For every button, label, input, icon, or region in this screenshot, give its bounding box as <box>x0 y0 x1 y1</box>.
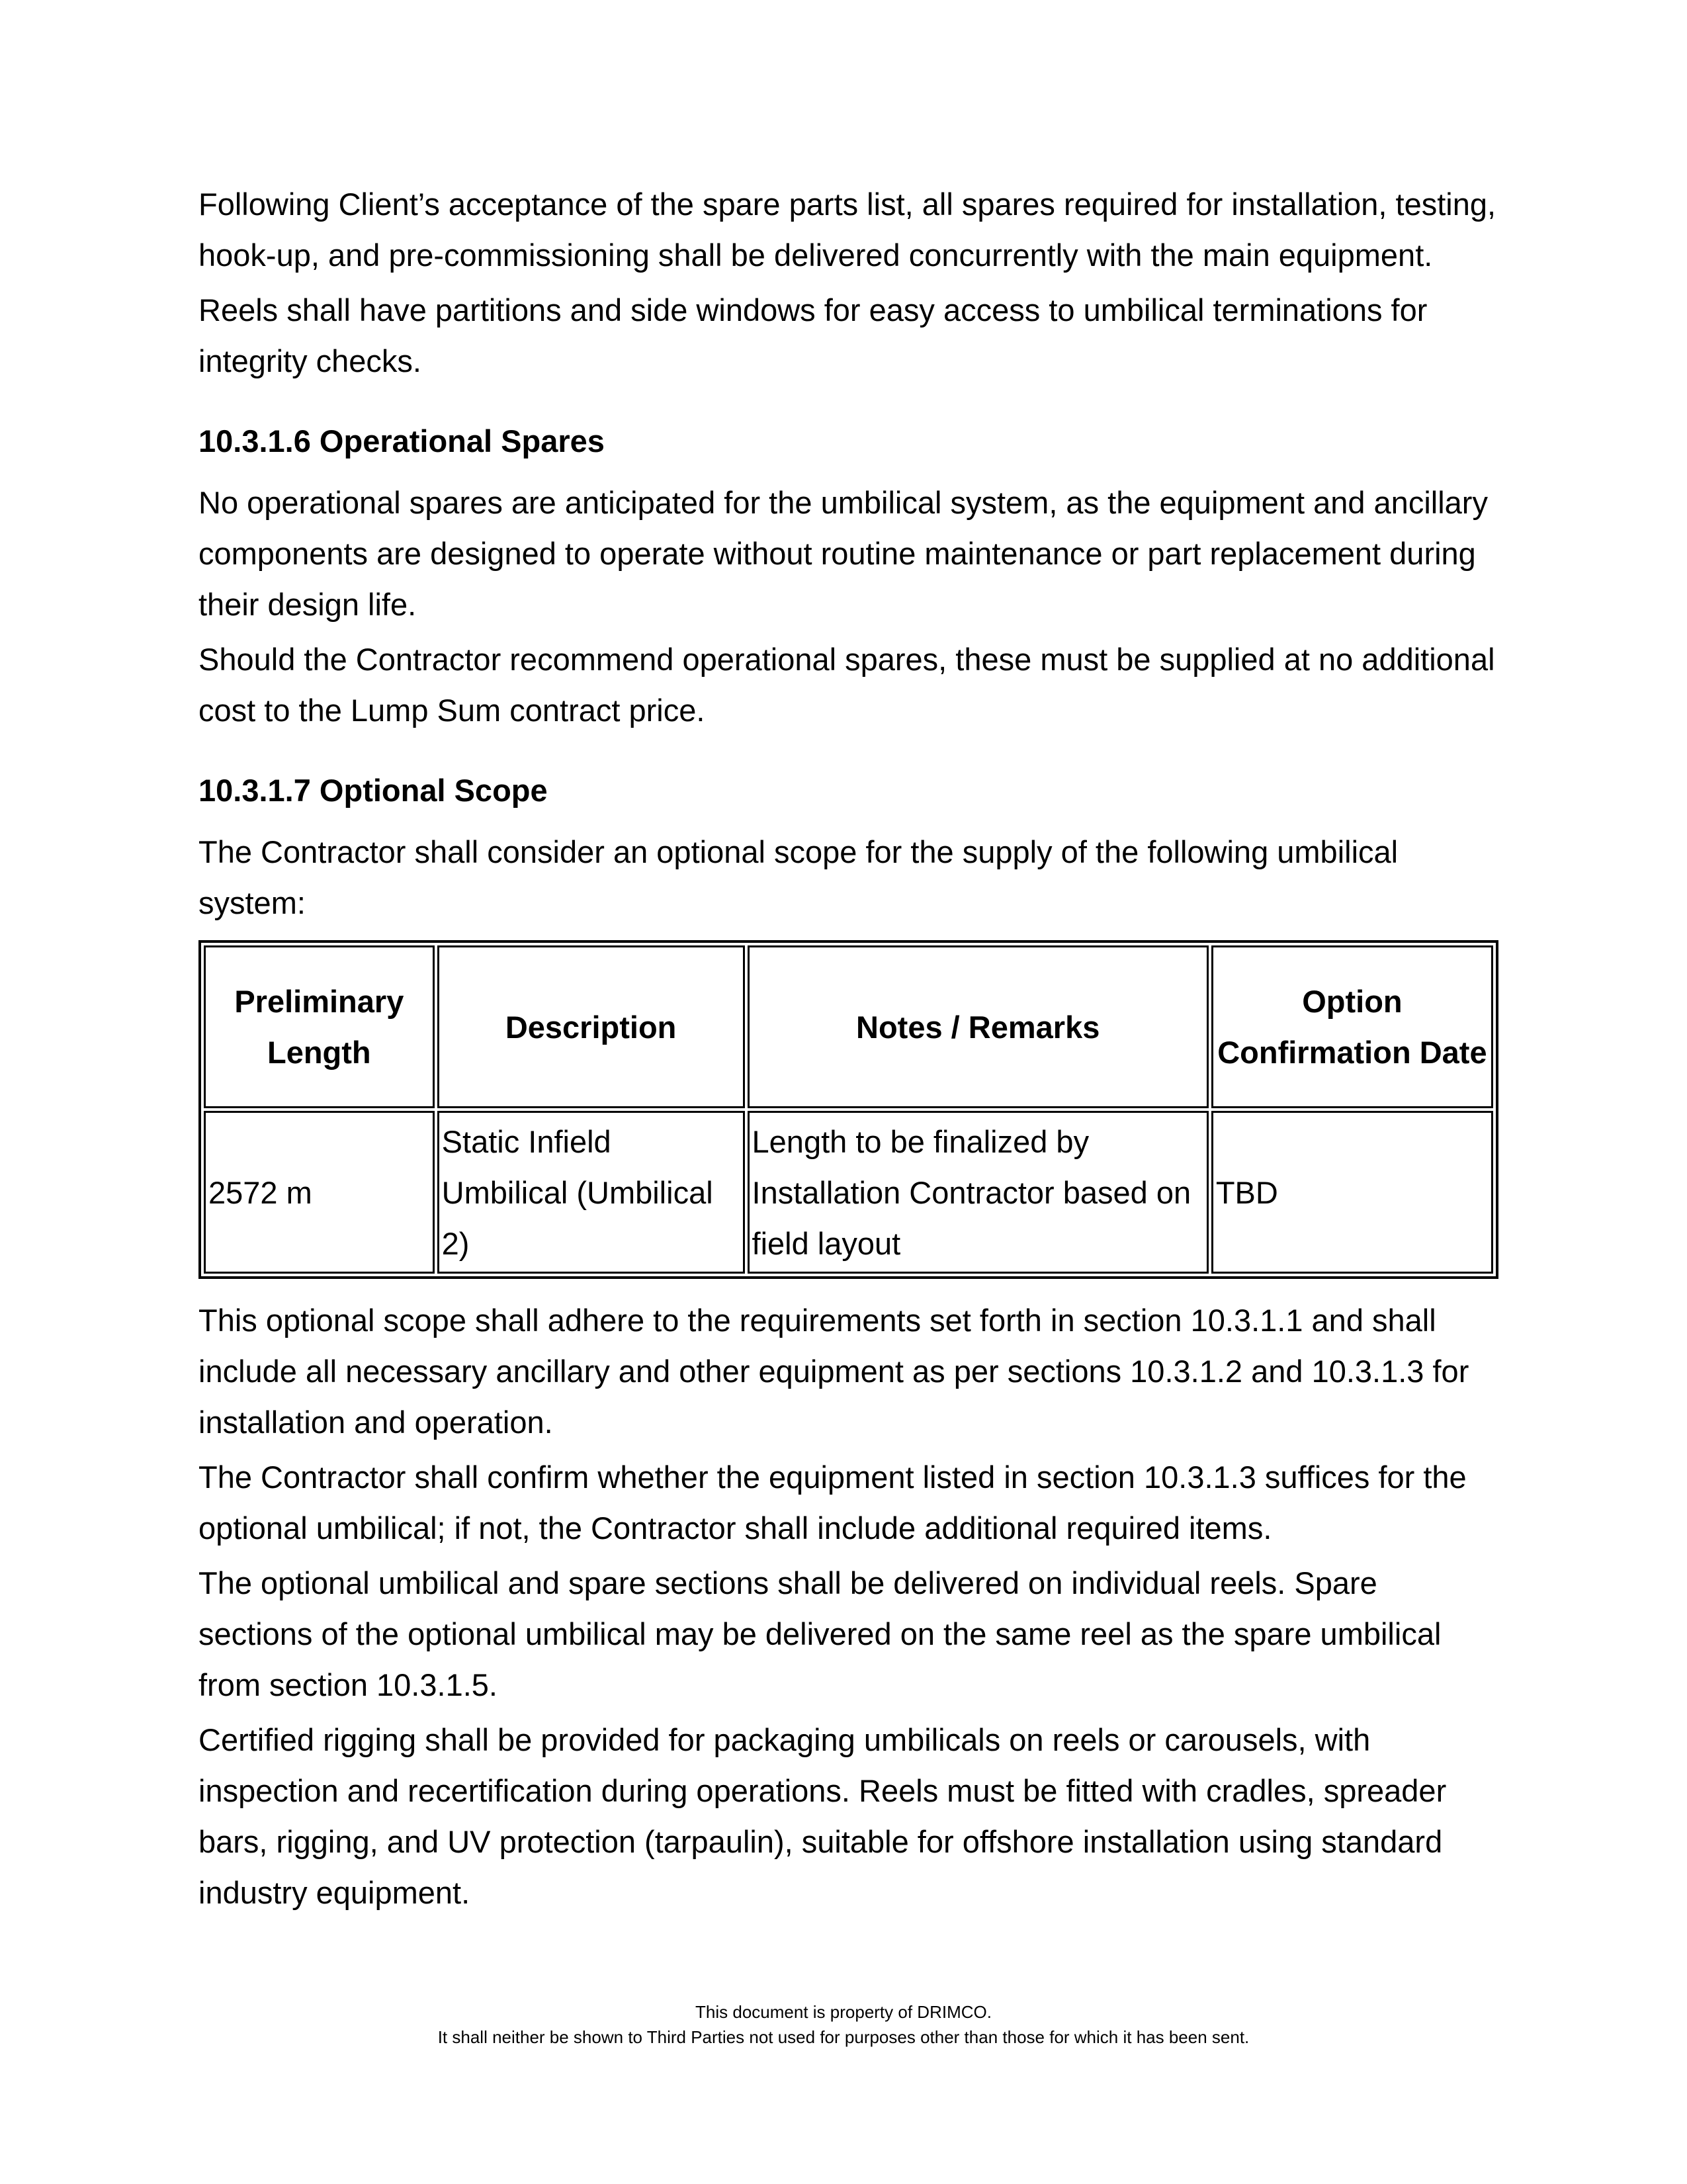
table-header-row <box>204 945 1493 1108</box>
column-header-notes-remarks: Notes / Remarks <box>748 945 1209 1108</box>
cell-option-confirmation-date: TBD <box>1211 1111 1493 1274</box>
footer-confidentiality-line: It shall neither be shown to Third Parties not used for purposes other than those for which it has been sent. <box>437 2027 1250 2047</box>
page-footer <box>0 1999 1687 2050</box>
column-header-description: Description <box>437 945 745 1108</box>
section-heading-optional-scope: 10.3.1.7 Optional Scope <box>198 773 548 808</box>
footer-property-line: This document is property of DRIMCO. <box>695 2002 992 2022</box>
column-header-option-confirmation-date: Option Confirmation Date <box>1211 945 1493 1108</box>
paragraph-certified-rigging: Certified rigging shall be provided for packaging umbilicals on reels or carousels, with inspection and recertification during operations. Reels must be fitted with cradles, spreader bars, rigging, and UV protection (tarpaulin), suitable for offshore installation using standard industry equipment. <box>198 1722 1447 1910</box>
paragraph-no-operational-spares: No operational spares are anticipated for the umbilical system, as the equipment and ancillary components are designed to operate without routine maintenance or part replacement during their design life. <box>198 485 1488 622</box>
paragraph-reels-partitions: Reels shall have partitions and side windows for easy access to umbilical terminations for integrity checks. <box>198 292 1428 378</box>
cell-description: Static Infield Umbilical (Umbilical 2) <box>437 1111 745 1274</box>
paragraph-contractor-recommend-spares: Should the Contractor recommend operational spares, these must be supplied at no additional cost to the Lump Sum contract price. <box>198 642 1495 728</box>
optional-scope-table <box>198 940 1498 1279</box>
paragraph-equipment-confirmation: The Contractor shall confirm whether the equipment listed in section 10.3.1.3 suffices for the optional umbilical; if not, the Contractor shall include additional required items. <box>198 1460 1467 1546</box>
cell-preliminary-length: 2572 m <box>204 1111 435 1274</box>
cell-notes-remarks: Length to be finalized by Installation Contractor based on field layout <box>748 1111 1209 1274</box>
column-header-preliminary-length: Preliminary Length <box>204 945 435 1108</box>
paragraph-optional-scope-intro: The Contractor shall consider an optional scope for the supply of the following umbilical system: <box>198 834 1399 920</box>
section-heading-operational-spares: 10.3.1.6 Operational Spares <box>198 423 605 459</box>
paragraph-spares-delivery: Following Client’s acceptance of the spare parts list, all spares required for installation, testing, hook-up, and pre-commissioning shall be delivered concurrently with the main equipment. <box>198 187 1496 273</box>
paragraph-optional-scope-requirements: This optional scope shall adhere to the requirements set forth in section 10.3.1.1 and shall include all necessary ancillary and other equipment as per sections 10.3.1.2 and 10.3.1.3 for installation and operation. <box>198 1303 1469 1440</box>
paragraph-individual-reels: The optional umbilical and spare sections shall be delivered on individual reels. Spare sections of the optional umbilical may be delivered on the same reel as the spare umbilical from section 10.3.1.5. <box>198 1565 1442 1702</box>
table-row <box>204 1111 1493 1274</box>
